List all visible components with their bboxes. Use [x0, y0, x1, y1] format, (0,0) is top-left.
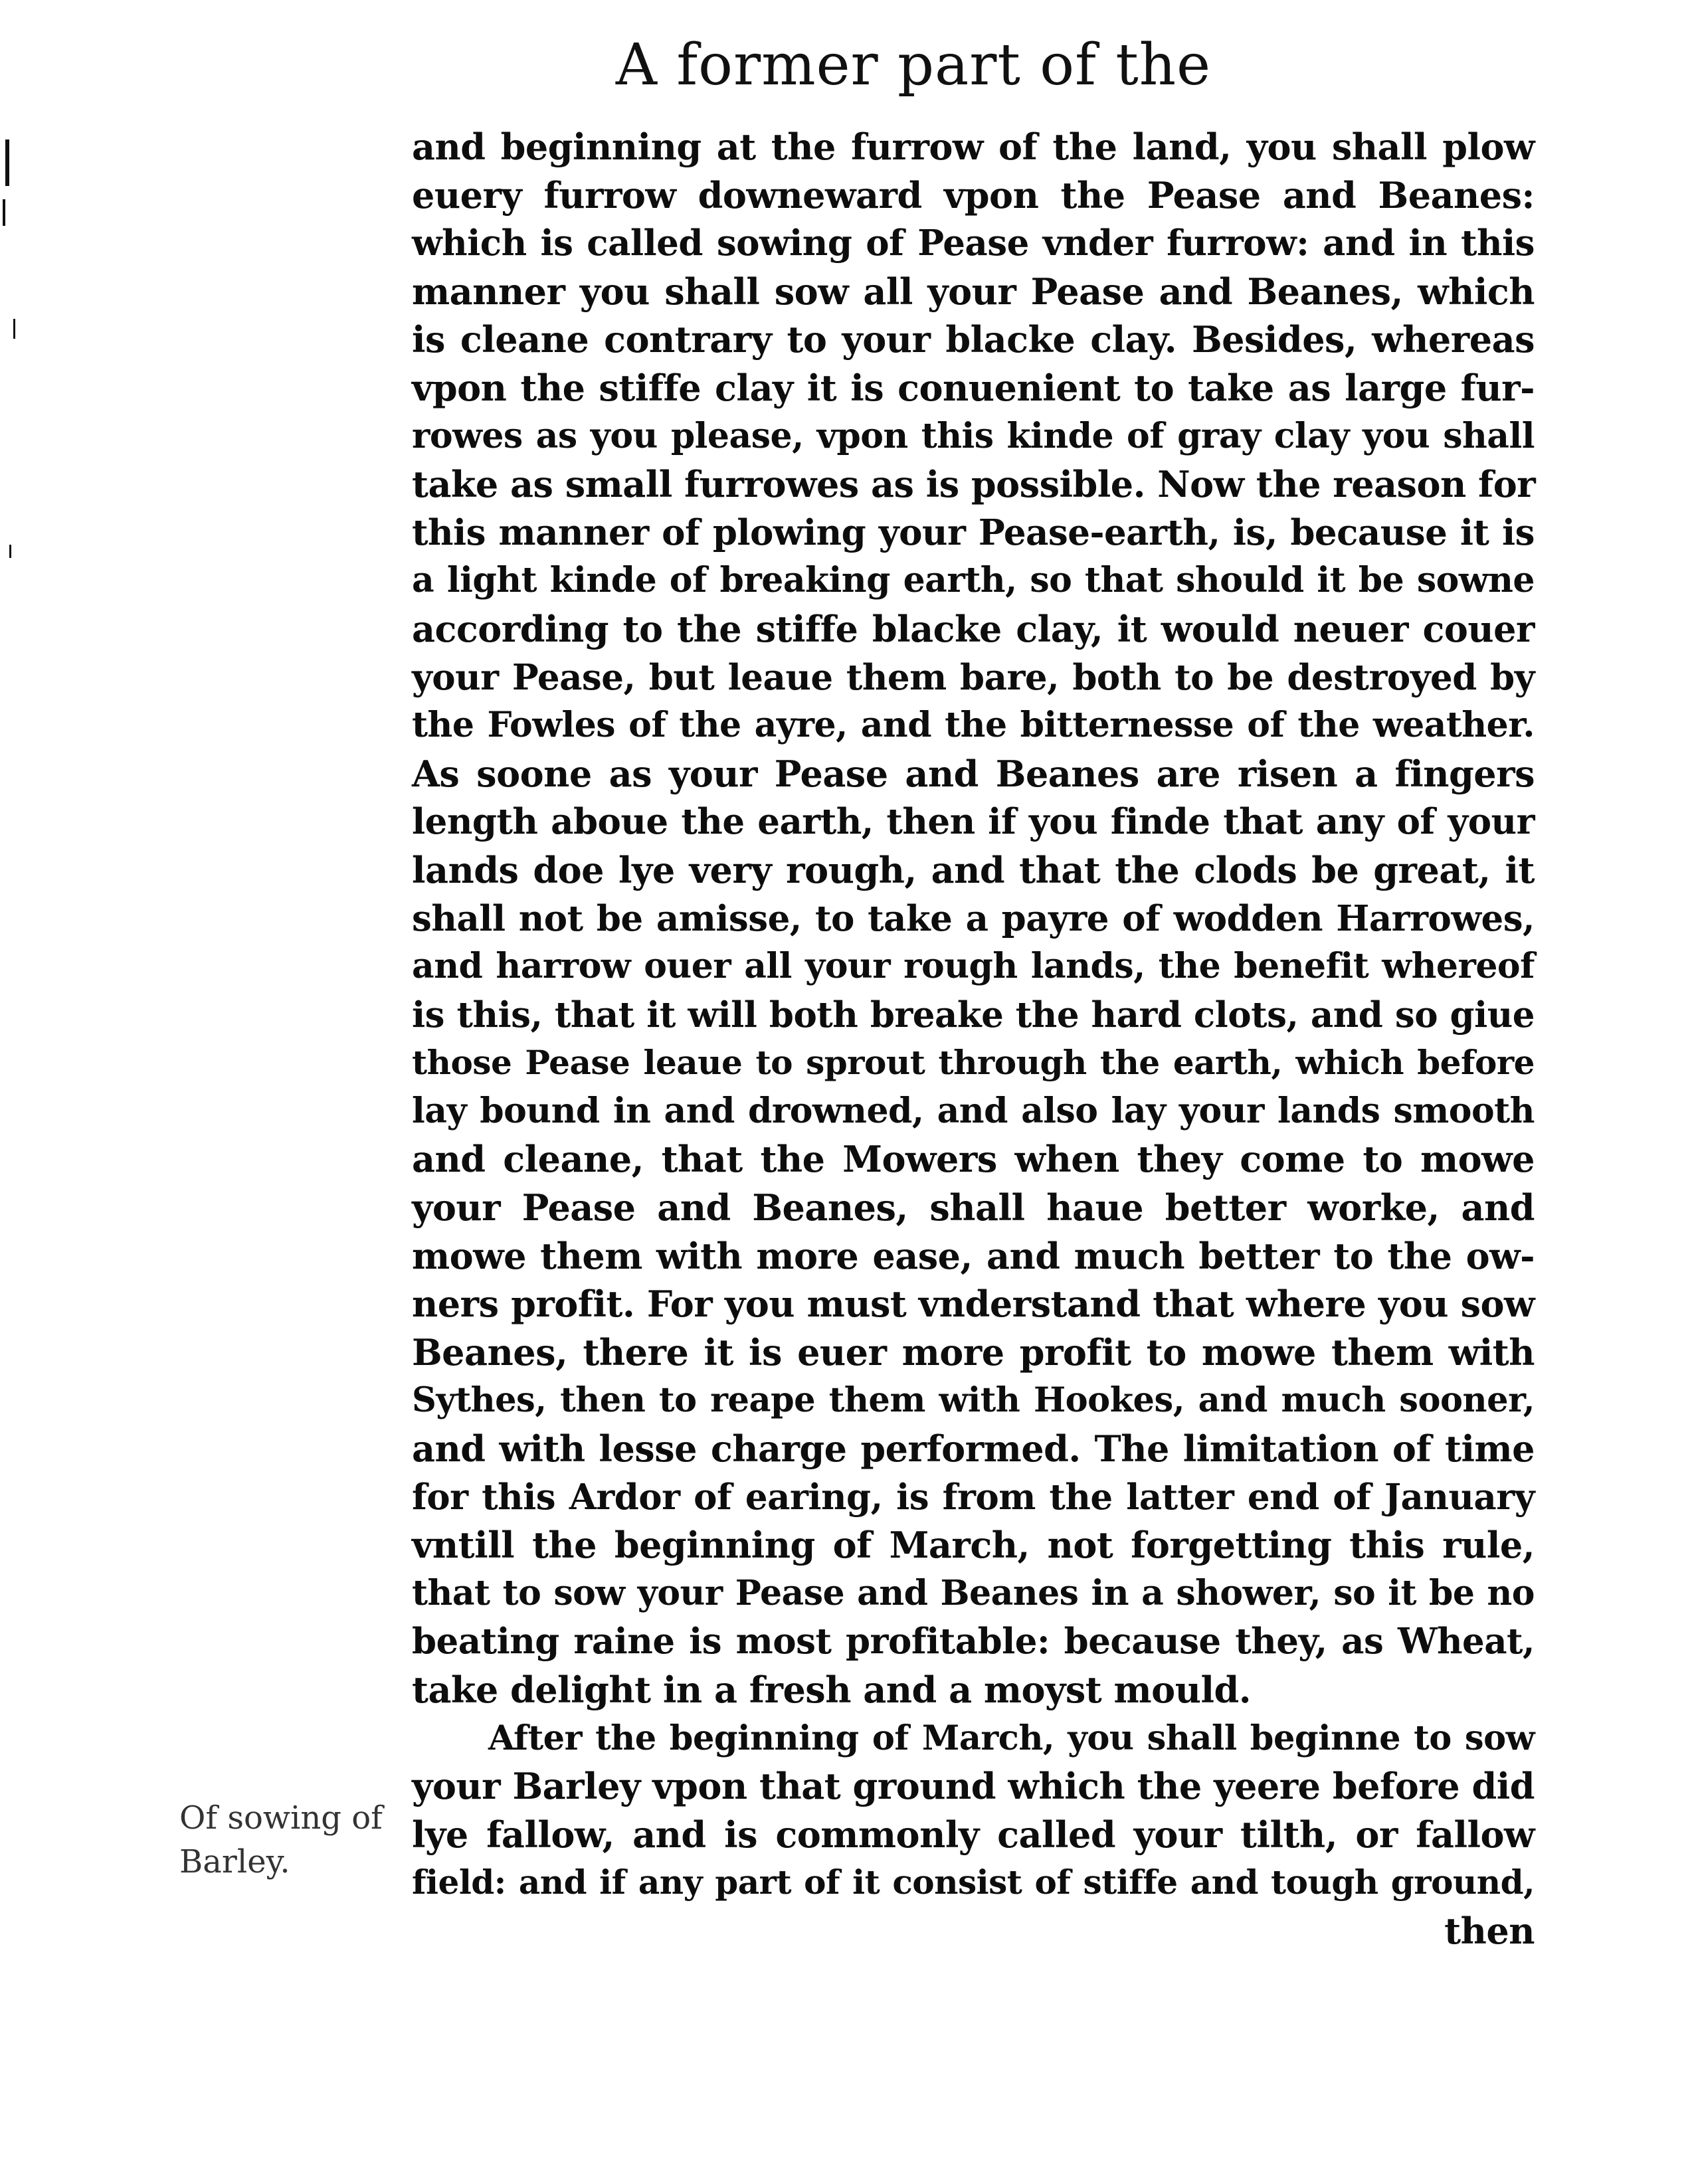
text-line: is cleane contrary to your blacke clay. Besides, whereas — [412, 318, 1535, 361]
text-line: lye fallow, and is commonly called your tilth, or fallow — [412, 1813, 1535, 1856]
scan-edge-mark — [3, 199, 5, 226]
text-line: length aboue the earth, then if you finde that any of your — [412, 801, 1535, 843]
text-line: After the beginning of March, you shall beginne to sow — [488, 1718, 1535, 1758]
text-line: lands doe lye very rough, and that the clods be great, it — [412, 848, 1535, 891]
text-line: your Pease, but leaue them bare, both to be destroyed by — [412, 656, 1535, 698]
text-line: Sythes, then to reape them with Hookes, and much sooner, — [412, 1380, 1535, 1421]
text-line: and cleane, that the Mowers when they come to mowe — [412, 1138, 1535, 1181]
text-line: which is called sowing of Pease vnder furrow: and in this — [412, 223, 1535, 264]
text-line: euery furrow downeward vpon the Pease and Beanes: — [412, 173, 1535, 217]
text-line: and harrow ouer all your rough lands, the benefit whereof — [412, 946, 1535, 987]
catchword: then — [1444, 1909, 1535, 1952]
text-line: and beginning at the furrow of the land, you shall plow — [412, 126, 1535, 168]
text-line: rowes as you please, vpon this kinde of gray clay you shall — [412, 415, 1535, 456]
text-line: Beanes, there it is euer more profit to mowe them with — [412, 1330, 1535, 1374]
text-line: a light kinde of breaking earth, so that should it be sowne — [412, 560, 1535, 601]
text-line: for this Ardor of earing, is from the latter end of January — [412, 1476, 1535, 1518]
text-line: field: and if any part of it consist of stiffe and tough ground, — [412, 1863, 1535, 1902]
body-text — [412, 123, 1535, 1956]
text-line: and with lesse charge performed. The limitation of time — [412, 1427, 1535, 1471]
scan-edge-mark — [5, 139, 9, 186]
text-line: vntill the beginning of March, not forgetting this rule, — [412, 1524, 1535, 1567]
text-line: those Pease leaue to sprout through the earth, which before — [412, 1043, 1535, 1083]
text-line: As soone as your Pease and Beanes are risen a fingers — [412, 752, 1535, 795]
margin-note-line: Barley. — [179, 1843, 290, 1880]
text-line: lay bound in and drowned, and also lay your lands smooth — [412, 1090, 1535, 1131]
text-line: take as small furrowes as is possible. Now the reason for — [412, 463, 1536, 506]
running-head: A former part of the — [615, 32, 1212, 98]
text-line: the Fowles of the ayre, and the bitternesse of the weather. — [412, 705, 1535, 746]
text-line: vpon the stiffe clay it is conuenient to take as large fur- — [412, 366, 1535, 409]
scan-edge-mark — [9, 545, 11, 558]
text-line: is this, that it will both breake the hard clots, and so giue — [412, 994, 1535, 1036]
text-line: mowe them with more ease, and much better to the ow- — [412, 1234, 1535, 1277]
scan-edge-mark — [13, 319, 15, 339]
text-line: your Barley vpon that ground which the yeere before did — [412, 1765, 1535, 1808]
text-line: take delight in a fresh and a moyst mould. — [412, 1669, 1252, 1711]
text-line: beating raine is most profitable: because they, as Wheat, — [412, 1621, 1535, 1663]
text-line: manner you shall sow all your Pease and Beanes, which — [412, 270, 1535, 313]
margin-note — [179, 1796, 419, 1884]
text-line: your Pease and Beanes, shall haue better worke, and — [412, 1186, 1535, 1229]
margin-note-line: Of sowing of — [179, 1799, 383, 1837]
text-line: this manner of plowing your Pease-earth, is, because it is — [412, 511, 1535, 553]
text-line: shall not be amisse, to take a payre of wodden Harrowes, — [412, 897, 1535, 939]
text-line: ners profit. For you must vnderstand that where you sow — [412, 1283, 1535, 1326]
text-line: according to the stiffe blacke clay, it would neuer couer — [412, 607, 1535, 650]
text-line: that to sow your Pease and Beanes in a shower, so it be no — [412, 1572, 1535, 1613]
